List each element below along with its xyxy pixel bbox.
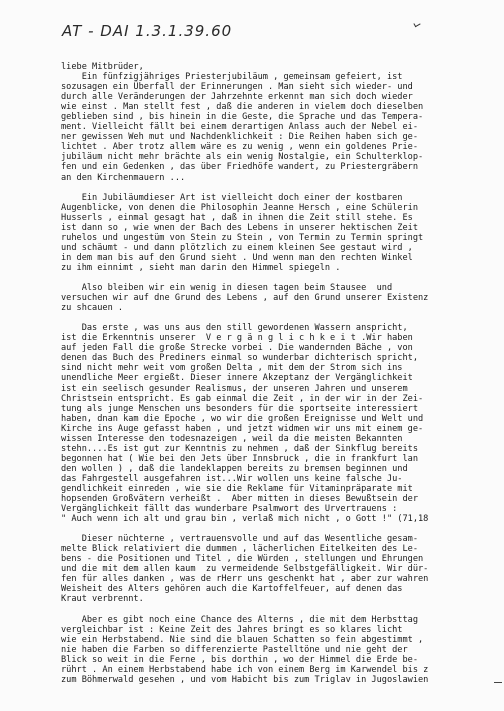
text-line: ist ein seelisch gesunder Realismus, der unseren Jahren und unserem bbox=[61, 383, 408, 394]
text-line: Ein Jubiläumdieser Art ist vielleicht doch einer der kostbaren bbox=[61, 192, 403, 203]
text-line: liebe Mitbrüder, bbox=[61, 62, 144, 72]
archive-stamp: AT - DAI 1.3.1.39.60 bbox=[62, 22, 233, 40]
text-line: das Fahrgestell ausgefahren ist...Wir wollen uns keine falsche Ju- bbox=[61, 473, 403, 484]
text-line: wissen Interesse den todesnazeigen , weil da die meisten Bekannten bbox=[61, 433, 403, 444]
text-line: nie haben die Farben so differenzierte Pastelltöne und nie geht der bbox=[61, 644, 408, 655]
text-line: Christsein entspricht. Es gab einmal die Zeit , in der wir in der Zei- bbox=[61, 393, 424, 404]
letter-body bbox=[61, 62, 493, 685]
text-line: Kirche ins Auge gefasst haben , und jetzt widmen wir uns mit einem ge- bbox=[61, 423, 424, 434]
text-line: ist dann so , wie wnen der Bach des Lebens in unserer hektischen Zeit bbox=[61, 222, 418, 233]
text-line: wie einst . Man stellt fest , daß die anderen in vielem doch dieselben bbox=[61, 102, 424, 113]
text-line: bens - die Positionen und Titel , die Würden , stellungen und Ehrungen bbox=[61, 554, 424, 565]
text-line: den wollen ) , daß die landeklappen bereits zu bremsen beginnen und bbox=[61, 463, 408, 474]
text-line: jubiläum nicht mehr brächte als ein wenig Nostalgie, ein Schulterklop- bbox=[61, 152, 424, 163]
paragraph-gap bbox=[61, 273, 493, 283]
paragraph bbox=[61, 62, 493, 183]
text-line: Ein fünfzigjähriges Priesterjubiläum , gemeinsam gefeiert, ist bbox=[61, 72, 403, 83]
text-line: unendliche Meer ergießt. Dieser innere Akzeptanz der Vergänglichkeit bbox=[61, 373, 413, 384]
text-line: denen das Buch des Prediners einmal so wunderbar dichterisch spricht, bbox=[61, 353, 418, 364]
text-line: sind nicht mehr weit vom großen Delta , mit dem der Strom sich ins bbox=[61, 363, 403, 374]
text-line: haben, dnan kam die Epoche , wo wir die großen Ereignisse und Welt und bbox=[61, 413, 424, 424]
text-line: melte Blick relativiert die dummen , lächerlichen Eitelkeiten des Le- bbox=[61, 544, 418, 555]
text-line: Also bleiben wir ein wenig in diesen tagen beim Stausee und bbox=[61, 283, 393, 294]
paragraph-gap bbox=[61, 313, 493, 323]
paragraph bbox=[61, 615, 493, 685]
text-line: zu shcauen . bbox=[61, 303, 124, 314]
text-line: Blick so weit in die Ferne , bis dorthin , wo der Himmel die Erde be- bbox=[61, 654, 418, 665]
text-line: ist die Erkenntnis unserer V e r g ä n g l i c h k e i t .Wir haben bbox=[61, 333, 413, 344]
text-line: Das erste , was uns aus den still gewordenen Wassern anspricht, bbox=[61, 323, 408, 334]
text-line: auf jeden Fall die große Strecke vorbei . Die wandernden Bäche , von bbox=[61, 343, 413, 354]
text-line: geblieben sind , bis hinein in die Geste, die Sprache und das Tempera- bbox=[61, 112, 424, 123]
text-line: Aber es gibt noch eine Chance des Alterns , die mit dem Herbsttag bbox=[61, 614, 418, 625]
text-line: zu ihm einnimt , sieht man darin den Himmel spiegeln . bbox=[61, 262, 341, 273]
text-line: und die mit dem allen kaum zu vermeidende Selbstgefälligkeit. Wir dür- bbox=[61, 564, 429, 575]
text-line: " Auch wenn ich alt und grau bin , verlaß mich nicht , o Gott !" (71,18 bbox=[61, 514, 429, 525]
text-line: gendlichkeit einreden , wie sie die Reklame für Vitaminpräparate mit bbox=[61, 483, 413, 494]
text-line: Kraut verbrennt. bbox=[61, 594, 144, 605]
text-line: Husserls , einmal gesagt hat , daß in ihnen die Zeit still stehe. Es bbox=[61, 212, 413, 223]
text-line: ruhelos und ungestüm von Stein zu Stein , von Termin zu Termin springt bbox=[61, 232, 424, 243]
text-line: ment. Vielleicht fällt bei einem derartigen Anlass auch der Nebel ei- bbox=[61, 122, 418, 133]
corner-mark bbox=[413, 21, 420, 27]
paragraph bbox=[61, 534, 493, 604]
paragraph-gap bbox=[61, 524, 493, 534]
text-line: fen und ein Gedenken , das über Friedhöfe wandert, zu Priestergräbern bbox=[61, 162, 418, 173]
text-line: rührt . An einem Herbstabend habe ich von einem Berg im Karwendel bis z bbox=[61, 664, 429, 675]
text-line: sozusagen ein Überfall der Erinnerungen . Man sieht sich wieder- und bbox=[61, 82, 413, 93]
text-line: vergleichbar ist : Keine Zeit des Jahres bringt es so klares licht bbox=[61, 624, 403, 635]
text-line: und schäumt - und dann plötzlich zu einem kleinen See gestaut wird , bbox=[61, 242, 413, 253]
text-line: Vergänglichkeit fällt das wunderbare Psalmwort des Urvertrauens : bbox=[61, 504, 398, 515]
text-line: ner gewissen Weh mut und Nachdenklichkeit : Die Reihen haben sich ge- bbox=[61, 132, 418, 143]
text-line: durch alle Veränderungen der Jahrzehnte erkennt man sich doch wieder bbox=[61, 92, 413, 103]
text-line: an den Kirchenmauern ... bbox=[61, 172, 186, 183]
edge-mark bbox=[494, 682, 502, 683]
text-line: stehn....Es ist gut zur Kenntnis zu nehmen , daß der Sinkflug bereits bbox=[61, 443, 418, 454]
paragraph bbox=[61, 193, 493, 273]
text-line: versuchen wir auf dne Grund des Lebens , auf den Grund unserer Existenz bbox=[61, 293, 429, 304]
text-line: hopsenden Großvätern verheißt . Aber mitten in dieses Bewußtsein der bbox=[61, 494, 418, 505]
paragraph bbox=[61, 323, 493, 524]
text-line: Weisheit des Alters gehören auch die Kartoffelfeuer, auf denen das bbox=[61, 584, 403, 595]
text-line: Augenblicke, von denen die Philosophin Jeanne Hersch , eine Schülerin bbox=[61, 202, 418, 213]
paragraph-gap bbox=[61, 605, 493, 615]
text-line: in dem man bis auf den Grund sieht . Und wenn man den rechten Winkel bbox=[61, 252, 413, 263]
paragraph bbox=[61, 283, 493, 313]
text-line: wie ein Herbstabend. Nie sind die blauen Schatten so fein abgestimmt , bbox=[61, 634, 424, 645]
text-line: tung als junge Menschen uns besonders für die sportseite interessiert bbox=[61, 403, 418, 414]
paragraph-gap bbox=[61, 183, 493, 193]
text-line: zum Böhmerwald gesehen , und vom Habicht bis zum Triglav in Jugoslawien bbox=[61, 674, 429, 685]
text-line: Dieser nüchterne , vertrauensvolle und auf das Wesentliche gesam- bbox=[61, 534, 418, 545]
text-line: lichtet . Aber trotz allem wäre es zu wenig , wenn ein goldenes Prie- bbox=[61, 142, 418, 153]
text-line: fen für alles danken , was de rHerr uns geschenkt hat , aber zur wahren bbox=[61, 574, 429, 585]
text-line: begonnen hat ( Wie bei den Jets über Innsbruck , die in frankfurt lan bbox=[61, 453, 418, 464]
